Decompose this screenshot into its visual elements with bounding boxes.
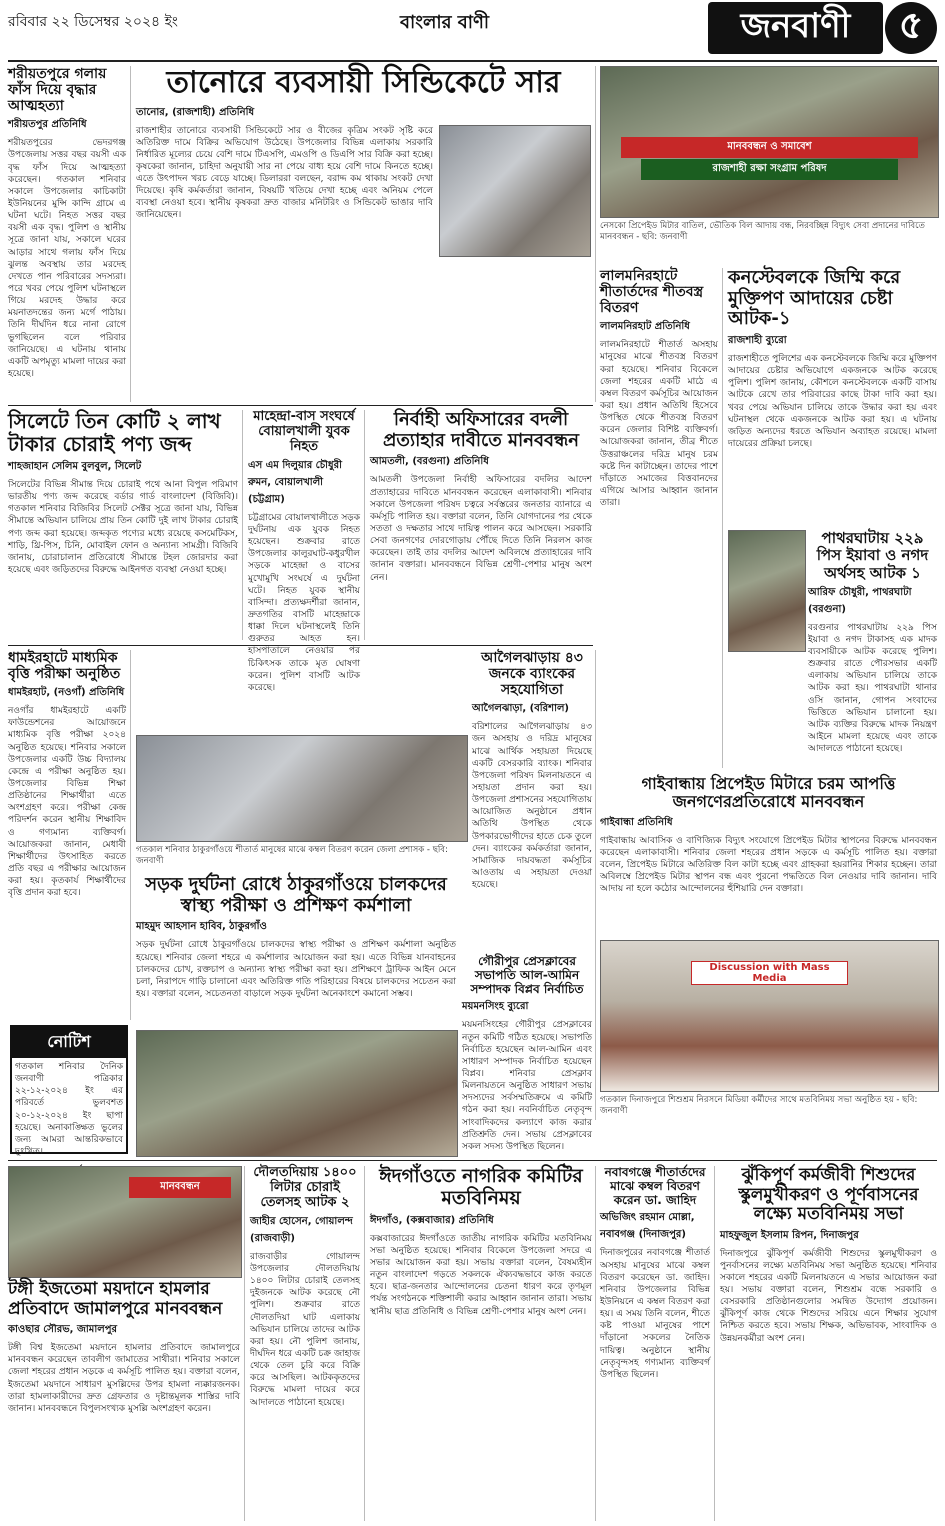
- protest-banner: মানববন্ধন ও সমাবেশ: [621, 137, 918, 158]
- article-a10: [472, 650, 592, 950]
- body-text: সিলেটের বিভিন্ন সীমান্ত দিয়ে চোরাই পথে আনা বিপুল পরিমাণ ভারতীয় পণ্য জব্দ করেছে বর্ডার গার্ড বাংলাদেশ (বিজিবি)। গতকাল শনিবার বিজিবির সিলেট সেক্টর সূত্রে জানা যায়, বিভিন্ন সীমান্তে অভিযান চালিয়ে প্রায় তিন কোটি দুই লাখ টাকার চোরাই পণ্য জব্দ করা হয়েছে। জব্দকৃত পণ্যের মধ্যে রয়েছে কসমেটিকস, শাড়ি, থ্রি-পিস, চিনি, মোবাইল ফোন ও অন্যান্য সামগ্রী। বিজিবি জানায়, চোরাচালান প্রতিরোধে সীমান্তে টহল জোরদার করা হয়েছে এবং জড়িতদের বিরুদ্ধে আইনগত ব্যবস্থা নেওয়া হচ্ছে।: [8, 480, 238, 575]
- photo-block-top-right: [600, 66, 937, 266]
- body-text: আমতলী উপজেলা নির্বাহী অফিসারের বদলির আদেশ প্রত্যাহারের দাবিতে মানববন্ধন করেছেন এলাকাবাসী। শনিবার সকালে উপজেলা পরিষদ চত্বরে সর্বস্তরের জনতার ব্যানারে এ কর্মসূচি পালিত হয়। বক্তারা বলেন, তিনি যোগদানের পর থেকে সততা ও দক্ষতার সাথে দায়িত্ব পালন করে আসছেন। সরকারি সেবা জনগণের দোরগোড়ায় পৌঁছে দিতে তিনি নিরলস কাজ করেছেন। তাই তার বদলির আদেশ অবিলম্বে প্রত্যাহারের দাবি জানান বক্তারা। মানববন্ধনে বিভিন্ন শ্রেণী-পেশার মানুষ অংশ নেন।: [370, 475, 592, 583]
- body-text: টঙ্গী বিশ্ব ইজতেমা ময়দানে হামলার প্রতিবাদে জামালপুরে মানববন্ধন করেছেন তাবলীগ জামাতের সাথীরা। শনিবার সকালে জেলা শহরের প্রধান সড়কে এ কর্মসূচি পালিত হয়। বক্তারা বলেন, ইজতেমা ময়দানে সাধারণ মুসল্লিদের উপর হামলা ন্যক্কারজনক। তারা হামলাকারীদের দ্রুত গ্রেফতার ও দৃষ্টান্তমূলক শাস্তির দাবি জানান। মানববন্ধনে বিপুলসংখ্যক মুসল্লি অংশগ্রহণ করেন।: [8, 1343, 240, 1414]
- body-text: শরীয়তপুরের ভেদরগঞ্জ উপজেলায় সত্তর বছর বয়সী এক বৃদ্ধ ফাঁস দিয়ে আত্মহত্যা করেছেন। গতকাল শনিবার সকালে উপজেলার কাচিকাটা ইউনিয়নের মুন্সি কান্দি গ্রামে এ ঘটনা ঘটে। নিহত সত্তর বছর বয়সী এক বৃদ্ধ। পুলিশ ও স্থানীয় সূত্রে জানা যায়, সকালে ঘরের আড়ার সাথে গলায় ফাঁস দিয়ে ঝুলন্ত অবস্থায় তার মরদেহ দেখতে পান পরিবারের সদস্যরা। পরে খবর পেয়ে পুলিশ ঘটনাস্থলে গিয়ে মরদেহ উদ্ধার করে ময়নাতদন্তের জন্য মর্গে পাঠায়। তিনি দীর্ঘদিন ধরে নানা রোগে ভুগছিলেন বলে পরিবার জানিয়েছে। এ ঘটনায় থানায় একটি অপমৃত্যু মামলা দায়ের করা হয়েছে।: [8, 138, 126, 379]
- page-number: ৫: [885, 2, 937, 54]
- headline: নবাবগঞ্জে শীতার্তদের মাঝে কম্বল বিতরণ করেন ডা. জাহিদ: [604, 1165, 706, 1207]
- article-a11: [600, 775, 937, 935]
- photo-block-mid-left: [136, 735, 466, 870]
- header-rule: [8, 60, 937, 62]
- byline: রাজশাহী ব্যুরো: [728, 335, 787, 347]
- headline: গাইবান্ধায় প্রিপেইড মিটারে চরম আপত্তি জনগণেরপ্রতিরোধে মানববন্ধন: [641, 774, 896, 812]
- article-a18: [8, 1280, 240, 1520]
- headline: ধামইরহাটে মাধ্যমিক বৃত্তি পরীক্ষা অনুষ্ঠিত: [8, 650, 121, 683]
- photo-caption: গতকাল শনিবার ঠাকুরগাঁওয়ে শীতার্ত মানুষের মাঝে কম্বল বিতরণ করেন জেলা প্রশাসক - ছবি: জনবাণী: [136, 845, 448, 867]
- headline: দৌলতদিয়ায় ১৪০০ লিটার চোরাই তেলসহ আটক ২: [253, 1165, 357, 1210]
- body-text: বরিশালের আগৈলঝাড়ায় ৪৩ জন অসহায় ও দরিদ্র মানুষের মাঝে আর্থিক সহায়তা দিয়েছে একটি বেসরকারি ব্যাংক। শনিবার উপজেলা পরিষদ মিলনায়তনে এ সহায়তা প্রদান করা হয়। উপজেলা প্রশাসনের সহযোগিতায় আয়োজিত অনুষ্ঠানে প্রধান অতিথি উপস্থিত থেকে উপকারভোগীদের হাতে চেক তুলে দেন। ব্যাংকের কর্মকর্তারা জানান, সামাজিক দায়বদ্ধতা কর্মসূচির আওতায় এ সহায়তা দেওয়া হয়েছে।: [472, 722, 592, 891]
- body-text: কক্সবাজারের ঈদগাঁওতে জাতীয় নাগরিক কমিটির মতবিনিময় সভা অনুষ্ঠিত হয়েছে। শনিবার বিকেলে উপজেলা সদরে এ সভার আয়োজন করা হয়। সভায় বক্তারা বলেন, বৈষম্যহীন নতুন বাংলাদেশ গড়তে সকলকে ঐক্যবদ্ধভাবে কাজ করতে হবে। ছাত্র-জনতার আন্দোলনের চেতনা ধারণ করে তৃণমূল পর্যন্ত সংগঠনকে শক্তিশালী করার আহ্বান জানান তারা। সভায় স্থানীয় ছাত্র প্রতিনিধি ও বিভিন্ন শ্রেণী-পেশার মানুষ অংশ নেন।: [370, 1233, 592, 1317]
- jamalpur-protest-photo: [136, 1030, 458, 1157]
- body-text: সড়ক দুর্ঘটনা রোধে ঠাকুরগাঁওয়ে চালকদের স্বাস্থ্য পরীক্ষা ও প্রশিক্ষণ কর্মশালা অনুষ্ঠিত হয়েছে। শনিবার জেলা শহরে এ কর্মশালার আয়োজন করা হয়। এতে বিভিন্ন যানবাহনের চালকদের চোখ, রক্তচাপ ও অন্যান্য স্বাস্থ্য পরীক্ষা করা হয়। প্রশিক্ষণে ট্রাফিক আইন মেনে চলা, নিরাপদে গাড়ি চালানো এবং অতিরিক্ত গতি পরিহারের বিষয়ে চালকদের সচেতন করা হয়। বক্তারা বলেন, সচেতনতা বাড়ালে সড়ক দুর্ঘটনা অনেকাংশে কমানো সম্ভব।: [136, 940, 456, 999]
- headline: লালমনিরহাটে শীতার্তদের শীতবস্ত্র বিতরণ: [600, 268, 704, 317]
- column-divider: [244, 1166, 245, 1521]
- section-title: বাংলার বাণী: [400, 12, 490, 33]
- byline: শাহজাহান সেলিম বুলবুল, সিলেট: [8, 461, 142, 472]
- headline: শরীয়তপুরে গলায় ফাঁস দিয়ে বৃদ্ধার আত্মহত্যা: [8, 66, 107, 115]
- column-divider: [130, 66, 131, 402]
- photo-block-mid-right: [600, 940, 937, 1120]
- byline: অভিজিৎ রহমান মোল্লা, নবাবগঞ্জ (দিনাজপুর): [600, 1212, 695, 1241]
- headline: ঝুঁকিপূর্ণ কর্মজীবী শিশুদের স্কুলমুখীকরণ ও পূর্ণবাসনের লক্ষ্যে মতবিনিময় সভা: [738, 1165, 919, 1225]
- byline: ময়মনসিংহ ব্যুরো: [462, 1001, 529, 1013]
- byline: গাইবান্ধা প্রতিনিধি: [600, 816, 673, 828]
- masthead: [708, 2, 883, 54]
- blanket-distribution-photo: [136, 735, 468, 842]
- body-text: ময়মনসিংহের গৌরীপুর প্রেসক্লাবের নতুন কমিটি গঠিত হয়েছে। সভাপতি নির্বাচিত হয়েছেন আল-আমিন এবং সাধারণ সম্পাদক নির্বাচিত হয়েছেন বিপ্লব। শনিবার প্রেসক্লাব মিলনায়তনে অনুষ্ঠিত সাধারণ সভায় সদস্যদের সর্বসম্মতিক্রমে এ কমিটি গঠন করা হয়। নবনির্বাচিত নেতৃবৃন্দ সাংবাদিকদের কল্যাণে কাজ করার প্রতিশ্রুতি দেন। সভায় প্রেসক্লাবের সকল সদস্য উপস্থিত ছিলেন।: [462, 1020, 592, 1152]
- article-a6: [600, 268, 718, 768]
- headline: সড়ক দুর্ঘটনা রোধে ঠাকুরগাঁওয়ে চালকদের স্বাস্থ্য পরীক্ষা ও প্রশিক্ষণ কর্মশালা: [145, 874, 447, 916]
- article-a7: [728, 268, 937, 528]
- article-a16: [600, 1166, 710, 1521]
- column-divider: [364, 410, 365, 640]
- column-divider: [595, 650, 596, 1120]
- issue-date: রবিবার ২২ ডিসেম্বর ২০২৪ ইং: [8, 14, 178, 30]
- article-a13: [462, 955, 592, 1160]
- byline: আরিফ চৌধুরী, পাথরঘাটা (বরগুনা): [808, 586, 912, 615]
- section-rule: [8, 405, 593, 406]
- headline: গৌরীপুর প্রেসক্লাবের সভাপতি আল-আমিন সম্পাদক বিপ্লব নির্বাচিত: [470, 954, 584, 996]
- body-text: গাইবান্ধায় আবাসিক ও বাণিজ্যিক বিদ্যুৎ সংযোগে প্রিপেইড মিটার স্থাপনের বিরুদ্ধে মানববন্ধন করেছেন এলাকাবাসী। শনিবার জেলা শহরের প্রধান সড়কে এ কর্মসূচি পালিত হয়। বক্তারা বলেন, প্রিপেইড মিটারে অতিরিক্ত বিল কাটা হচ্ছে এবং গ্রাহকরা হয়রানির শিকার হচ্ছেন। তারা অবিলম্বে প্রিপেইড মিটার স্থাপন বন্ধ এবং পুরনো পদ্ধতিতে বিল নেওয়ার দাবি জানান। দাবি আদায় না হলে কঠোর আন্দোলনের হুঁশিয়ারি দেন বক্তারা।: [600, 835, 937, 895]
- body-text: দিনাজপুরের নবাবগঞ্জে শীতার্ত অসহায় মানুষের মাঝে কম্বল বিতরণ করেছেন ডা. জাহিদ। শনিবার উপজেলার বিভিন্ন ইউনিয়নে এ কম্বল বিতরণ করা হয়। এ সময় তিনি বলেন, শীতে কষ্ট পাওয়া মানুষের পাশে দাঁড়ানো সকলের নৈতিক দায়িত্ব। অনুষ্ঠানে স্থানীয় নেতৃবৃন্দসহ গণ্যমান্য ব্যক্তিবর্গ উপস্থিত ছিলেন।: [600, 1248, 710, 1380]
- body-text: লালমনিরহাটে শীতার্ত অসহায় মানুষের মাঝে শীতবস্ত্র বিতরণ করা হয়েছে। শনিবার বিকেলে জেলা শহরের একটি মাঠে এ কম্বল বিতরণ কর্মসূচির আয়োজন করা হয়। প্রধান অতিথি হিসেবে উপস্থিত থেকে শীতবস্ত্র বিতরণ করেন জেলার বিশিষ্ট ব্যক্তিবর্গ। আয়োজকরা জানান, তীব্র শীতে উত্তরাঞ্চলের দরিদ্র মানুষ চরম কষ্টে দিন কাটাচ্ছেন। তাদের পাশে দাঁড়াতে সমাজের বিত্তবানদের এগিয়ে আসার আহ্বান জানান তারা।: [600, 340, 718, 509]
- protest-banner: রাজশাহী রক্ষা সংগ্রাম পরিষদ: [641, 159, 898, 180]
- byline: এস এম দিলুয়ার চৌধুরী রুমন, বোয়ালখালী (চট্টগ্রাম): [248, 459, 342, 505]
- column-divider: [595, 66, 596, 402]
- tongi-protest-photo: [8, 1166, 242, 1278]
- column-divider: [595, 1166, 596, 1521]
- headline: টঙ্গী ইজতেমা ময়দানে হামলার প্রতিবাদে জামালপুরে মানববন্ধন: [8, 1279, 223, 1319]
- article-a1: [8, 66, 126, 402]
- article-a3: [8, 410, 238, 640]
- article-a14: [250, 1166, 360, 1521]
- article-a17: [720, 1166, 937, 1521]
- body-text: নওগাঁর ধামইরহাটে একটি ফাউন্ডেশনের আয়োজনে মাধ্যমিক বৃত্তি পরীক্ষা ২০২৪ অনুষ্ঠিত হয়েছে। শনিবার সকালে উপজেলার একটি উচ্চ বিদ্যালয় কেন্দ্রে এ পরীক্ষা অনুষ্ঠিত হয়। উপজেলার বিভিন্ন শিক্ষা প্রতিষ্ঠানের শিক্ষার্থীরা এতে অংশগ্রহণ করে। পরীক্ষা কেন্দ্র পরিদর্শন করেন স্থানীয় শিক্ষাবিদ ও গণ্যমান্য ব্যক্তিবর্গ। আয়োজকরা জানান, মেধাবী শিক্ষার্থীদের উৎসাহিত করতে প্রতি বছর এ পরীক্ষার আয়োজন করা হয়। কৃতকার্য শিক্ষার্থীদের বৃত্তি প্রদান করা হবে।: [8, 706, 126, 899]
- section-rule: [8, 645, 593, 646]
- human-chain-photo: [728, 530, 806, 652]
- column-divider: [242, 410, 243, 640]
- notice-body: গতকাল শনিবার দৈনিক জনবাণী পত্রিকার ২২-১২-২০২৪ ইং এর পরিবর্তে ভুলবশত ২০-১২-২০২৪ ইং ছাপা হয়েছে। অনাকাঙ্ক্ষিত ভুলের জন্য আমরা আন্তরিকভাবে দুঃখিত।: [15, 1062, 123, 1157]
- meeting-banner: Discussion with Mass Media: [691, 961, 848, 985]
- headline: মাহেন্দ্রা-বাস সংঘর্ষে বোয়ালখালী যুবক নিহত: [253, 409, 355, 454]
- byline: ঈদগাঁও, (কক্সবাজার) প্রতিনিধি: [370, 1214, 494, 1226]
- byline: মাহফুজুল ইসলাম রিপন, দিনাজপুর: [720, 1229, 859, 1241]
- column-divider: [364, 1166, 365, 1521]
- body-text: রাজশাহীতে পুলিশের এক কনস্টেবলকে জিম্মি করে মুক্তিপণ আদায়ের চেষ্টার অভিযোগে একজনকে আটক করেছে পুলিশ। পুলিশ জানায়, কৌশলে কনস্টেবলকে একটি বাসায় আটকে রেখে তার পরিবারের কাছে টাকা দাবি করা হয়। খবর পেয়ে অভিযান চালিয়ে তাকে উদ্ধার করা হয় এবং ঘটনাস্থল থেকে একজনকে আটক করা হয়। এ ঘটনায় জড়িত অন্যদের ধরতে অভিযান অব্যাহত রয়েছে। মামলা দায়েরের প্রক্রিয়া চলছে।: [728, 354, 937, 450]
- byline: মাহমুদ আহসান হাবিব, ঠাকুরগাঁও: [136, 921, 267, 933]
- headline: আগৈলঝাড়ায় ৪৩ জনকে ব্যাংকের সহযোগিতা: [481, 650, 583, 699]
- body-text: রাজশাহীর তানোরে ব্যবসায়ী সিন্ডিকেটে সার ও বীজের কৃত্রিম সংকট সৃষ্টি করে অতিরিক্ত দামে বিক্রির অভিযোগ উঠেছে। উপজেলার বিভিন্ন এলাকায় সরকারি নির্ধারিত মূল্যের চেয়ে বেশি দামে টিএসপি, এমওপি ও ডিএপি সার বিক্রি করা হচ্ছে। কৃষকেরা জানান, চাহিদা অনুযায়ী সার না পেয়ে বাধ্য হয়ে বেশি দামে কিনতে হচ্ছে। এতে উৎপাদন খরচ বেড়ে যাচ্ছে। ডিলাররা বলছেন, বরাদ্দ কম থাকায় সংকট দেখা দিয়েছে। কৃষি কর্মকর্তারা জানান, বিষয়টি খতিয়ে দেখা হচ্ছে এবং অনিয়ম পেলে ব্যবস্থা নেওয়া হবে। স্থানীয় কৃষকরা দ্রুত বাজার মনিটরিং ও সিন্ডিকেট ভাঙার দাবি জানিয়েছেন।: [136, 125, 433, 221]
- body-text: বরগুনার পাথরঘাটায় ২২৯ পিস ইয়াবা ও নগদ টাকাসহ এক মাদক ব্যবসায়ীকে আটক করেছে পুলিশ। শুক্রবার রাতে পৌরসভার একটি এলাকায় অভিযান চালিয়ে তাকে আটক করা হয়। পাথরঘাটা থানার ওসি জানান, গোপন সংবাদের ভিত্তিতে অভিযান চালানো হয়। আটক ব্যক্তির বিরুদ্ধে মাদক নিয়ন্ত্রণ আইনে মামলা হয়েছে এবং তাকে আদালতে পাঠানো হয়েছে।: [808, 622, 937, 755]
- column-divider: [722, 268, 723, 768]
- byline: শরীয়তপুর প্রতিনিধি: [8, 119, 87, 131]
- byline: আমতলী, (বরগুনা) প্রতিনিধি: [370, 456, 489, 468]
- protest-photo: [600, 66, 939, 218]
- fertilizer-sacks-photo: [439, 125, 591, 257]
- headline: সিলেটে তিন কোটি ২ লাখ টাকার চোরাই পণ্য জব্দ: [8, 409, 221, 456]
- body-text: চট্টগ্রামের বোয়ালখালীতে সড়ক দুর্ঘটনায় এক যুবক নিহত হয়েছেন। শুক্রবার রাতে উপজেলার কালুরঘাট-কধুরখীল সড়কে মাহেন্দ্রা ও বাসের মুখোমুখি সংঘর্ষে এ দুর্ঘটনা ঘটে। নিহত যুবক স্থানীয় বাসিন্দা। প্রত্যক্ষদর্শীরা জানান, দ্রুতগতির বাসটি মাহেন্দ্রাকে ধাক্কা দিলে ঘটনাস্থলেই তিনি গুরুতর আহত হন। হাসপাতালে নেওয়ার পর চিকিৎসক তাকে মৃত ঘোষণা করেন। পুলিশ বাসটি আটক করেছে।: [248, 512, 360, 693]
- headline: কনস্টেবলকে জিম্মি করে মুক্তিপণ আদায়ের চেষ্টা আটক-১: [728, 267, 901, 330]
- byline: ধামইরহাট, (নওগাঁ) প্রতিনিধি: [8, 687, 125, 699]
- meeting-photo: [600, 940, 939, 1092]
- article-a12: [136, 875, 456, 1025]
- article-a4: [248, 409, 360, 693]
- article-a15: [370, 1166, 592, 1521]
- human-chain-banner: মানববন্ধন: [129, 1177, 231, 1198]
- headline: পাথরঘাটায় ২২৯ পিস ইয়াবা ও নগদ অর্থসহ আটক ১: [816, 529, 929, 582]
- byline: লালমনিরহাট প্রতিনিধি: [600, 321, 690, 333]
- article-a8: [808, 530, 937, 770]
- headline: তানোরে ব্যবসায়ী সিন্ডিকেটে সার: [166, 65, 561, 100]
- byline: আগৈলঝাড়া, (বরিশাল): [472, 703, 569, 715]
- byline: তানোর, (রাজশাহী) প্রতিনিধি: [136, 106, 255, 118]
- masthead-name: জনবাণী: [740, 5, 851, 46]
- article-a2: [136, 66, 591, 402]
- column-divider: [130, 650, 131, 1020]
- notice-title: নোটিশ: [12, 1027, 126, 1058]
- body-text: দিনাজপুরে ঝুঁকিপূর্ণ কর্মজীবী শিশুদের স্কুলমুখীকরণ ও পুনর্বাসনের লক্ষ্যে মতবিনিময় সভা অনুষ্ঠিত হয়েছে। শনিবার সকালে শহরের একটি মিলনায়তনে এ সভার আয়োজন করা হয়। সভায় বক্তারা বলেন, শিশুশ্রম বন্ধে সরকারি ও বেসরকারি প্রতিষ্ঠানগুলোর সমন্বিত উদ্যোগ প্রয়োজন। ঝুঁকিপূর্ণ কাজ থেকে শিশুদের সরিয়ে এনে শিক্ষার সুযোগ নিশ্চিত করতে হবে। সভায় শিক্ষক, অভিভাবক, সাংবাদিক ও উন্নয়নকর্মীরা অংশ নেন।: [720, 1248, 937, 1344]
- section-rule: [8, 1160, 937, 1161]
- photo-caption: নেসকো প্রিপেইড মিটার বাতিল, ভৌতিক বিল আদায় বন্ধ, নিরবচ্ছিন্ন বিদ্যুৎ সেবা প্রদানের দাবিতে মানববন্ধন - ছবি: জনবাণী: [600, 221, 925, 243]
- column-divider: [714, 1166, 715, 1521]
- notice-box: [10, 1025, 128, 1157]
- article-a9: [8, 650, 126, 1020]
- photo-caption: গতকাল দিনাজপুরে শিশুশ্রম নিরসনে মিডিয়া কর্মীদের সাথে মতবিনিময় সভা অনুষ্ঠিত হয় - ছবি: জনবাণী: [600, 1095, 918, 1117]
- headline: ঈদগাঁওতে নাগরিক কমিটির মতবিনিময়: [379, 1165, 583, 1209]
- headline: নির্বাহী অফিসারের বদলী প্রত্যাহার দাবীতে মানববন্ধন: [382, 409, 580, 451]
- byline: জাহীর হোসেন, গোয়ালন্দ (রাজবাড়ী): [250, 1215, 353, 1244]
- article-a5: [370, 410, 592, 640]
- byline: কাওছার সৌরভ, জামালপুর: [8, 1324, 117, 1336]
- body-text: রাজবাড়ীর গোয়ালন্দ উপজেলার দৌলতদিয়ায় ১৪০০ লিটার চোরাই তেলসহ দুইজনকে আটক করেছে নৌ পুলিশ। শুক্রবার রাতে দৌলতদিয়া ঘাট এলাকায় অভিযান চালিয়ে তাদের আটক করা হয়। নৌ পুলিশ জানায়, দীর্ঘদিন ধরে একটি চক্র জাহাজ থেকে তেল চুরি করে বিক্রি করে আসছিল। আটককৃতদের বিরুদ্ধে মামলা দায়ের করে আদালতে পাঠানো হয়েছে।: [250, 1251, 360, 1408]
